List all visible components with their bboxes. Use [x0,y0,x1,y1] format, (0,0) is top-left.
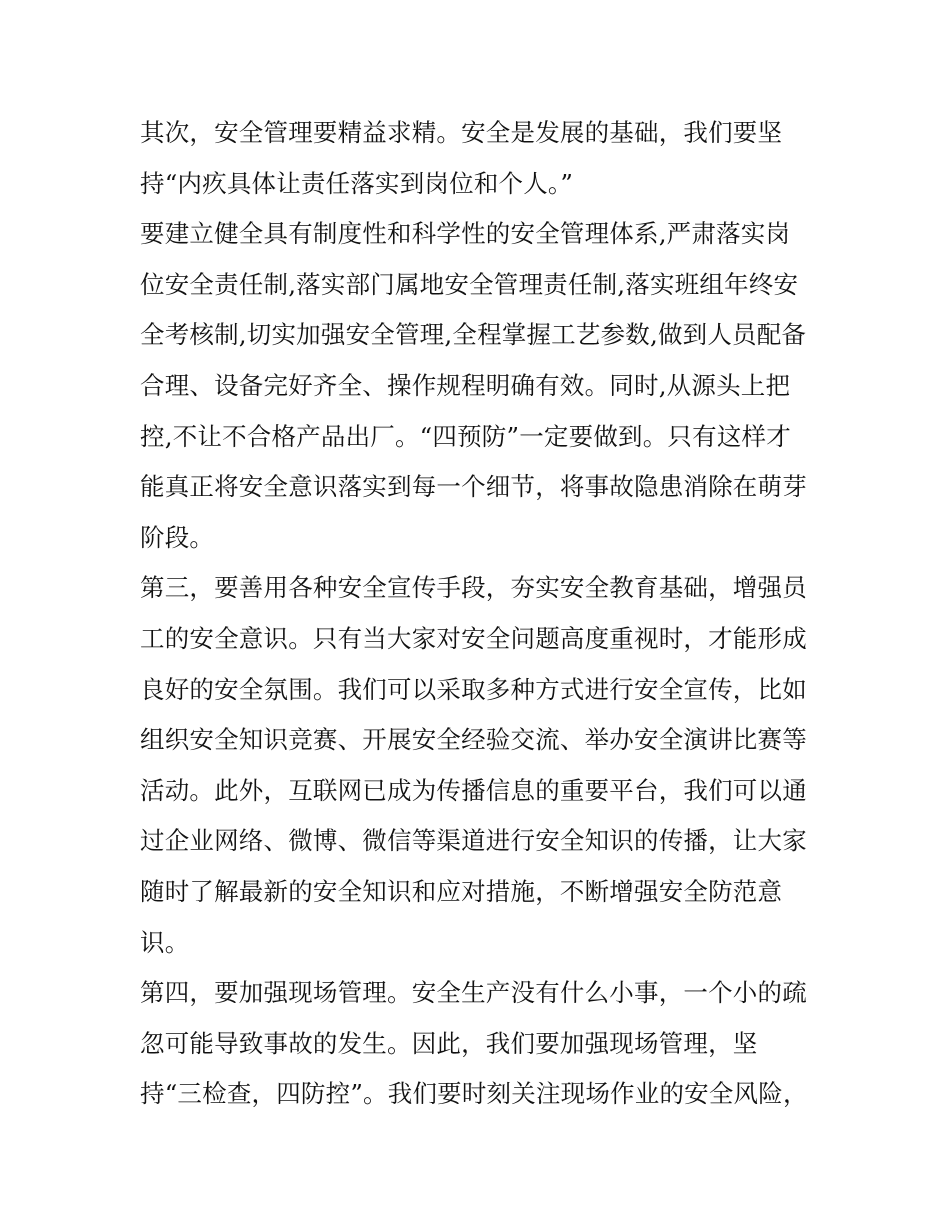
text-line: 能真正将安全意识落实到每一个细节，将事故隐患消除在萌芽 [140,472,807,502]
text-line: 其次，安全管理要精益求精。安全是发展的基础，我们要坚 [140,118,783,147]
text-line: 活动。此外，互联网已成为传播信息的重要平台，我们可以通 [140,775,807,805]
text-line: 要建立健全具有制度性和科学性的安全管理体系,严肃落实岗 [140,219,791,249]
text-line: 过企业网络、微博、微信等渠道进行安全知识的传播，让大家 [140,826,807,856]
text-line: 合理、设备完好齐全、操作规程明确有效。同时,从源头上把 [140,370,791,400]
text-line: 随时了解最新的安全知识和应对措施，不断增强安全防范意 [140,876,783,906]
text-line: 阶段。 [140,522,215,552]
text-line: 第三，要善用各种安全宣传手段，夯实安全教育基础，增强员 [140,573,807,603]
body-text [140,108,820,1120]
text-line: 第四，要加强现场管理。安全生产没有什么小事，一个小的疏 [140,978,807,1008]
text-line: 位安全责任制,落实部门属地安全管理责任制,落实班组年终安 [140,269,799,299]
text-line: 良好的安全氛围。我们可以采取多种方式进行安全宣传，比如 [140,674,807,704]
text-line: 持“三检查，四防控”。我们要时刻关注现场作业的安全风险， [140,1079,808,1109]
text-line: 全考核制,切实加强安全管理,全程掌握工艺参数,做到人员配备 [140,320,807,350]
text-line: 组织安全知识竞赛、开展安全经验交流、举办安全演讲比赛等 [140,725,807,755]
text-line: 忽可能导致事故的发生。因此，我们要加强现场管理，坚 [140,1028,758,1058]
text-line: 识。 [140,927,190,957]
text-line: 持“内疚具体让责任落实到岗位和个人。” [140,168,574,198]
text-line: 工的安全意识。只有当大家对安全问题高度重视时，才能形成 [140,623,807,653]
text-line: 控,不让不合格产品出厂。“四预防”一定要做到。只有这样才 [140,421,791,451]
